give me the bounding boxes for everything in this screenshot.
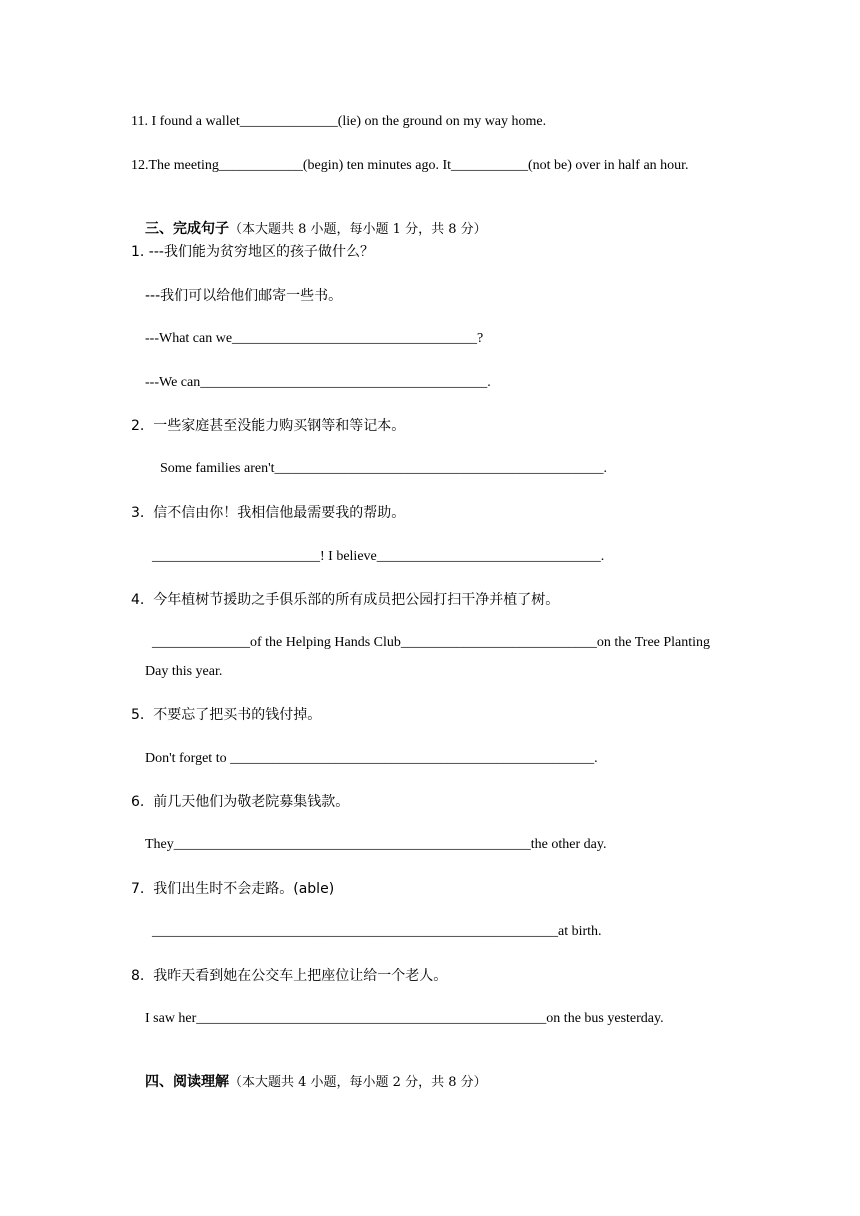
q1-answer-question: ---What can we___________________________________? (145, 331, 484, 346)
q2-prompt: 2. 一些家庭甚至没能力购买钢等和等记本。 (131, 418, 406, 434)
q8-answer: I saw her__________________________________________________on the bus yesterday. (145, 1011, 664, 1026)
question-12: 12.The meeting____________(begin) ten minutes ago. It___________(not be) over in half an hour. (131, 158, 689, 173)
q1-answer-reply: ---We can_________________________________________. (145, 375, 491, 390)
q4-answer-continued: Day this year. (145, 664, 223, 679)
q4-answer: ______________of the Helping Hands Club____________________________on the Tree Planting (152, 635, 711, 650)
q8-prompt: 8. 我昨天看到她在公交车上把座位让给一个老人。 (131, 968, 448, 984)
q3-answer: ________________________! I believe________________________________. (152, 549, 605, 564)
section-4-title: 四、阅读理解 (145, 1074, 229, 1090)
q1-prompt: 1. ---我们能为贫穷地区的孩子做什么？ (131, 244, 374, 260)
question-11: 11. I found a wallet______________(lie) on the ground on my way home. (131, 114, 547, 129)
q5-prompt: 5. 不要忘了把买书的钱付掉。 (131, 707, 322, 723)
section-4-header (131, 1052, 487, 1113)
section-3-title: 三、完成句子 (145, 221, 229, 237)
q7-answer: __________________________________________________________at birth. (152, 924, 602, 939)
q6-prompt: 6. 前几天他们为敬老院募集钱款。 (131, 794, 350, 810)
q7-prompt: 7. 我们出生时不会走路。(able) (131, 881, 335, 897)
section-4-note: （本大题共 4 小题，每小题 2 分，共 8 分） (229, 1075, 487, 1090)
q1-prompt-reply: ---我们可以给他们邮寄一些书。 (145, 288, 343, 304)
q2-answer: Some families aren't_______________________________________________. (160, 461, 607, 476)
section-3-note: （本大题共 8 小题，每小题 1 分，共 8 分） (229, 222, 487, 237)
q3-prompt: 3. 信不信由你！我相信他最需要我的帮助。 (131, 505, 406, 521)
q5-answer: Don't forget to ____________________________________________________. (145, 751, 598, 766)
q6-answer: They___________________________________________________the other day. (145, 837, 607, 852)
q4-prompt: 4. 今年植树节援助之手俱乐部的所有成员把公园打扫干净并植了树。 (131, 592, 560, 608)
